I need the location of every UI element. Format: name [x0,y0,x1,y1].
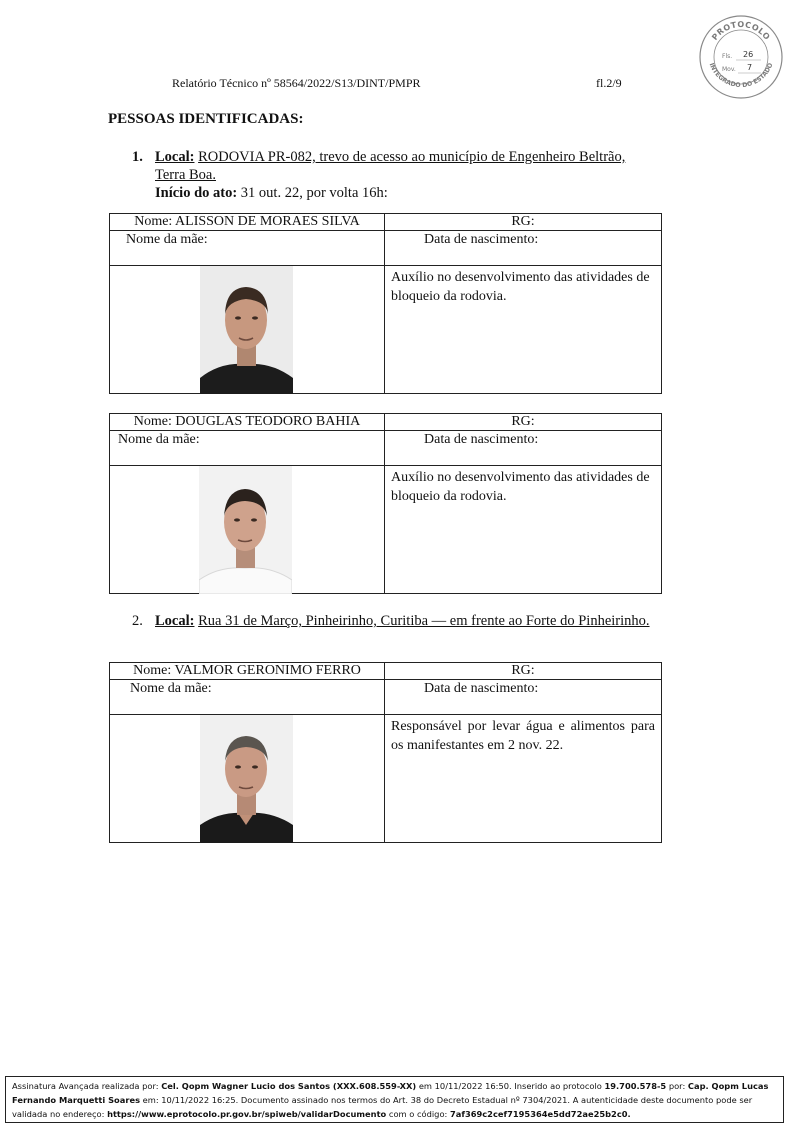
person-3-mother: Nome da mãe: [110,680,385,715]
footer-text-1: Assinatura Avançada realizada por: [12,1081,162,1091]
stamp-bottom: INTEGRADO DO ESTADO [707,62,775,90]
person-2-description: Auxílio no desenvolvimento das atividades de bloqueio da rodovia. [385,466,662,594]
person-1-photo [200,266,293,394]
location-2-text: Rua 31 de Março, Pinheirinho, Curitiba — em frente ao Forte do Pinheirinho. [198,613,650,629]
location-1 [155,148,665,202]
location-2-number: 2. [132,613,143,629]
person-table-3 [109,662,662,843]
person-2-birth: Data de nascimento: [385,431,662,466]
location-2-label: Local: [155,613,195,629]
stamp-mov-label: Mov. [722,66,736,73]
person-2-name: Nome: DOUGLAS TEODORO BAHIA [110,414,385,431]
inserter-name: Cap. Qopm Lucas Fernando Marquetti Soares [12,1081,769,1105]
signer-name: Cel. Qopm Wagner Lucio dos Santos (XXX.608.559-XX) [161,1081,417,1091]
report-header: Relatório Técnico nº 58564/2022/S13/DINT/PMPR [172,76,421,90]
person-1-mother: Nome da mãe: [110,231,385,266]
person-table-1 [109,213,662,394]
stamp-mov-value: 7 [747,63,753,72]
person-2-photo-cell [110,466,385,594]
person-3-birth: Data de nascimento: [385,680,662,715]
validation-code: 7af369c2cef7195364e5dd72ae25b2c0. [449,1109,631,1119]
page-number: fl.2/9 [596,76,622,90]
footer-text-5: com o código: [386,1109,450,1119]
person-1-birth: Data de nascimento: [385,231,662,266]
start-label: Início do ato: [155,185,238,201]
location-1-number: 1. [132,149,143,165]
location-1-label: Local: [155,149,195,165]
section-title: PESSOAS IDENTIFICADAS: [108,111,304,127]
footer-text-2: em 10/11/2022 16:50. Inserido ao protocolo [416,1081,605,1091]
person-1-name: Nome: ALISSON DE MORAES SILVA [110,214,385,231]
protocol-number: 19.700.578-5 [604,1081,667,1091]
stamp-fls-label: Fls. [722,53,733,60]
person-1-photo-cell [110,266,385,394]
person-3-name: Nome: VALMOR GERONIMO FERRO [110,663,385,680]
person-3-photo-cell [110,715,385,843]
person-2-photo [199,466,292,594]
start-value: 31 out. 22, por volta 16h: [240,185,388,201]
person-3-photo [200,715,293,843]
person-2-mother: Nome da mãe: [110,431,385,466]
person-2-rg: RG: [385,414,662,431]
person-table-2 [109,413,662,594]
person-3-description-text: Responsável por levar água e alimentos para os manifestantes em 2 nov. 22. [391,719,655,753]
footer-text-4: em: 10/11/2022 16:25. Documento assinado nos termos do Art. 38 do Decreto Estadual nº 7304/2021. A autenticidade deste documento pode ser validada no endereço: [12,1095,753,1119]
svg-text:INTEGRADO DO ESTADO [708,62,775,89]
location-1-text-line2: Terra Boa. [155,167,216,183]
person-3-rg: RG: [385,663,662,680]
person-1-rg: RG: [385,214,662,231]
protocol-stamp [698,14,784,100]
person-1-description: Auxílio no desenvolvimento das atividades de bloqueio da rodovia. [385,266,662,394]
stamp-title: PROTOCOLO [710,19,772,42]
signature-footer [5,1076,784,1123]
svg-text:PROTOCOLO [710,20,772,42]
stamp-fls-value: 26 [743,50,754,59]
footer-text-3: por: [666,1081,688,1091]
person-3-description [385,715,662,843]
location-2 [155,612,695,630]
validation-link[interactable]: https://www.eprotocolo.pr.gov.br/spiweb/validarDocumento [107,1109,387,1119]
location-1-text-line1: RODOVIA PR-082, trevo de acesso ao município de Engenheiro Beltrão, [198,149,626,165]
